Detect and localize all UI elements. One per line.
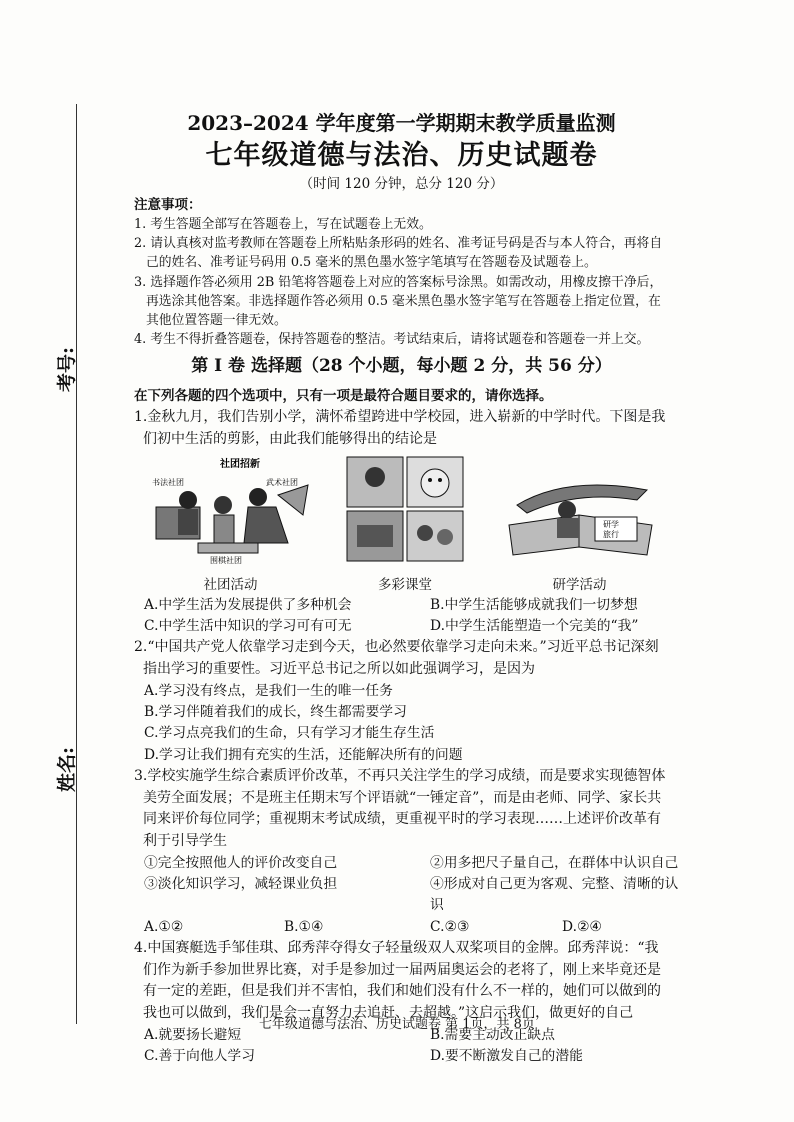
option-b: B.中学生活能够成就我们一切梦想	[430, 596, 638, 613]
option-a: A.学习没有终点，是我们一生的唯一任务	[144, 682, 393, 699]
section-instruction: 在下列各题的四个选项中，只有一项是最符合题目要求的，请你选择。	[134, 388, 553, 405]
exam-time-score: （时间 120 分钟，总分 120 分）	[299, 176, 504, 192]
question-1-stem: 1.金秋九月，我们告别小学，满怀希望跨进中学校园，进入崭新的中学时代。下图是我们初中生活的剪影，由此我们能够得出的结论是	[134, 409, 666, 448]
section-title: 第 I 卷 选择题（28 个小题，每小题 2 分，共 56 分）	[191, 356, 612, 377]
note-item: 4. 考生不得折叠答题卷，保持答题卷的整洁。考试结束后，请将试题卷和答题卷一并上交。	[134, 332, 650, 348]
study-tour-text-2: 旅行	[603, 529, 619, 539]
question-2-stem: 2.“中国共产党人依靠学习走到今天，也必然要依靠学习走向未来。”习近平总书记深刻指出学习的重要性。习近平总书记之所以如此强调学习，是因为	[134, 639, 659, 678]
option-d: D.中学生活能塑造一个完美的“我”	[430, 618, 639, 635]
option-d: D.要不断激发自己的潜能	[430, 1048, 583, 1065]
option-b: B.①④	[284, 918, 324, 935]
statement-2: ②用多把尺子量自己，在群体中认识自己	[430, 854, 679, 871]
student-name-label: 姓名:	[56, 746, 78, 792]
option-c: C.学习点亮我们的生命，只有学习才能生存生活	[144, 725, 435, 742]
calligraphy-club-text: 书法社团	[152, 477, 184, 487]
statement-3: ③淡化知识学习，减轻课业负担	[144, 876, 338, 893]
option-c: C.善于向他人学习	[144, 1048, 256, 1065]
question-3-stem: 3.学校实施学生综合素质评价改革，不再只关注学生的学习成绩，而是要求实现德智体美劳全面发展；不是班主任期末写个评语就“一锤定音”，而是由老师、同学、家长共同来评价每位同学；重视期末考试成绩，更重视平时的学习表现……上述评价改革有利于引导学生	[134, 768, 666, 850]
study-trip-illustration	[497, 455, 662, 565]
exam-page	[134, 108, 679, 1067]
binding-line	[76, 104, 77, 1024]
club-activity-figure	[148, 455, 313, 595]
option-a: A.就要扬长避短	[144, 1026, 242, 1043]
question-3-options	[134, 917, 669, 938]
question-4-stem: 4.中国赛艇选手邹佳琪、邱秀萍夺得女子轻量级双人双桨项目的金牌。邱秀萍说：“我们作为新手参加世界比赛，对手是参加过一届两届奥运会的老将了，刚上来毕竟还是有一定的差距，但是我们并不害怕，我们和她们没有什么不一样的，她们可以做到的我也可以做到，我们是会一直努力去追赶、去超越。”这启示我们，做更好的自己	[134, 940, 661, 1022]
option-a: A.中学生活为发展提供了多种机会	[144, 596, 352, 613]
question-1-images	[148, 455, 662, 595]
option-b: B.学习伴随着我们的成长，终生都需要学习	[144, 704, 407, 721]
colorful-classroom-illustration	[345, 455, 465, 565]
study-trip-figure	[497, 455, 662, 595]
option-d: D.②④	[562, 918, 602, 935]
exam-term-title: 2023–2024 学年度第一学期期末教学质量监测	[187, 111, 616, 135]
note-item: 1. 考生答题全部写在答题卷上，写在试题卷上无效。	[134, 217, 432, 232]
option-b: B.需要主动改正缺点	[430, 1026, 555, 1043]
go-club-text: 围棋社团	[210, 555, 242, 565]
option-d: D.学习让我们拥有充实的生活，还能解决所有的问题	[144, 746, 463, 763]
study-trip-caption: 研学活动	[552, 576, 607, 593]
notes-title: 注意事项：	[134, 197, 202, 213]
club-activity-caption: 社团活动	[203, 576, 258, 593]
club-recruit-text: 社团招新	[220, 458, 260, 470]
note-item: 2. 请认真核对监考教师在答题卷上所粘贴条形码的姓名、准考证号码是否与本人符合，再将自己的姓名、准考证号码用 0.5 毫米的黑色墨水签字笔填写在答题卷及试题卷上。	[134, 236, 663, 271]
martial-arts-club-text: 武术社团	[266, 477, 298, 487]
note-item: 3. 选择题作答必须用 2B 铅笔将答题卷上对应的答案标号涂黑。如需改动，用橡皮擦干净后，再选涂其他答案。非选择题作答必须用 0.5 毫米黑色墨水签字笔写在答题卷上指定位置，在其他位置答题一律无效。	[134, 274, 663, 329]
option-c: C.中学生活中知识的学习可有可无	[144, 618, 352, 635]
exam-number-label: 考号:	[56, 346, 78, 392]
question-3-items	[134, 853, 679, 917]
statement-4: ④形成对自己更为客观、完整、清晰的认识	[430, 876, 679, 914]
option-a: A.①②	[144, 918, 184, 935]
option-c: C.②③	[430, 918, 470, 935]
question-1-options	[134, 595, 669, 638]
exam-paper-title: 七年级道德与法治、历史试题卷	[205, 140, 598, 171]
statement-1: ①完全按照他人的评价改变自己	[144, 854, 338, 871]
colorful-classroom-figure	[323, 455, 488, 595]
colorful-classroom-caption: 多彩课堂	[378, 576, 432, 593]
page-footer: 七年级道德与法治、历史试题卷 第 1页，共 8页	[259, 1017, 535, 1032]
study-tour-text-1: 研学	[603, 519, 619, 529]
club-activity-illustration	[148, 455, 313, 565]
